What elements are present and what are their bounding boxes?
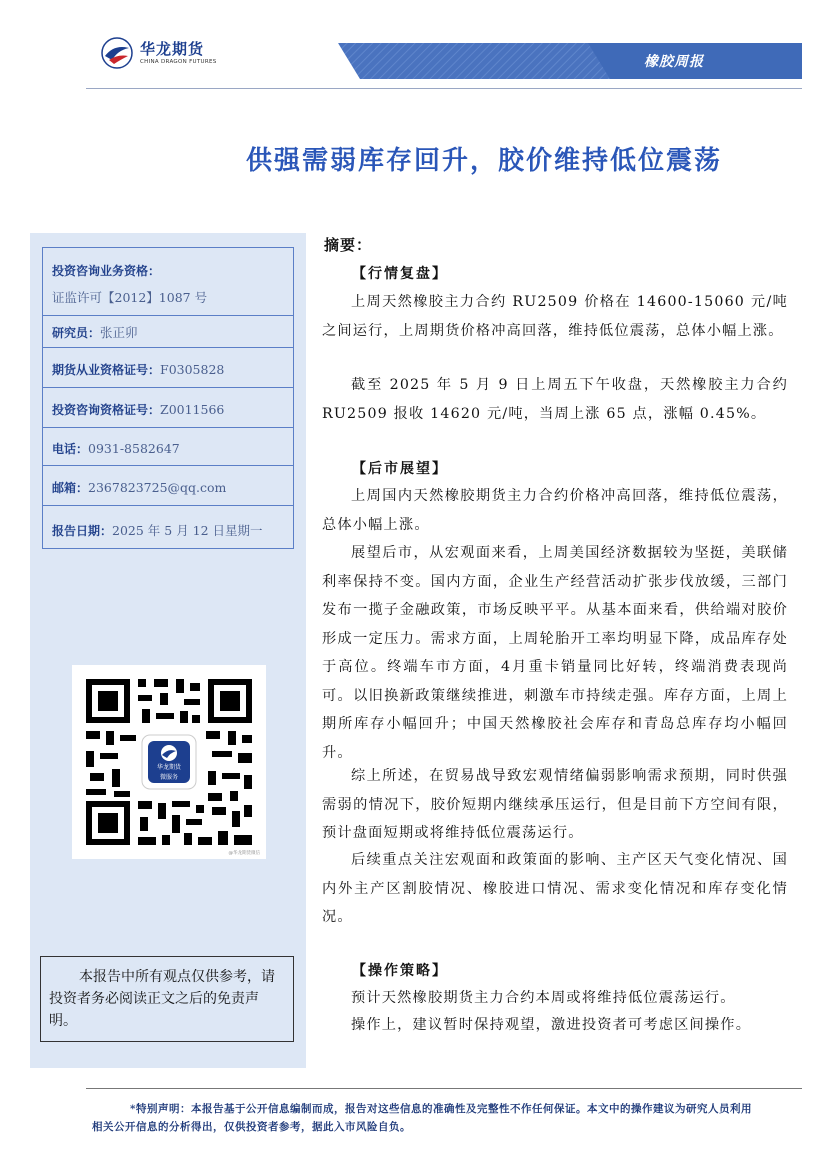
market-review-paragraph: 上周天然橡胶主力合约 RU2509 价格在 14600-15060 元/吨之间运行，上周期货价格冲高回落，维持低位震荡，总体小幅上涨。 xyxy=(322,294,788,339)
report-title: 供强需弱库存回升，胶价维持低位震荡 xyxy=(246,146,723,176)
info-value: F0305828 xyxy=(160,362,225,377)
phone-row xyxy=(43,428,293,466)
strategy-paragraph: 预计天然橡胶期货主力合约本周或将维持低位震荡运行。 xyxy=(351,990,736,1006)
qr-badge-top-text: 华龙期货 xyxy=(156,764,182,771)
info-value: Z0011566 xyxy=(160,402,225,417)
special-statement: *特别声明：本报告基于公开信息编制而成，报告对这些信息的准确性及完整性不作任何保证。本文中的操作建议为研究人员利用相关公开信息的分析得出，仅供投资者参考，据此入市风险自负。 xyxy=(92,1103,752,1133)
outlook-paragraph: 上周国内天然橡胶期货主力合约价格冲高回落，维持低位震荡，总体小幅上涨。 xyxy=(322,488,788,533)
disclaimer-notice: 本报告中所有观点仅供参考，请投资者务必阅读正文之后的免责声明。 xyxy=(40,956,294,1042)
outlook-heading: 【后市展望】 xyxy=(352,461,448,477)
qualification-row xyxy=(43,248,293,286)
info-key: 电话： xyxy=(52,442,89,456)
info-key: 研究员： xyxy=(52,326,101,340)
qr-badge-bottom-text: 微服务 xyxy=(159,774,179,781)
info-key: 期货从业资格证号： xyxy=(52,363,161,377)
strategy-paragraph: 操作上，建议暂时保持观望，激进投资者可考虑区间操作。 xyxy=(351,1017,752,1033)
qr-caption: @华龙期货微信 xyxy=(228,851,260,856)
logo-english-name: CHINA DRAGON FUTURES xyxy=(140,59,217,65)
info-value: 2025 年 5 月 12 日星期一 xyxy=(112,523,263,538)
market-review-heading: 【行情复盘】 xyxy=(352,266,448,282)
futures-cert-row xyxy=(43,348,293,388)
info-value: 证监许可【2012】1087 号 xyxy=(52,290,208,305)
info-value: 0931-8582647 xyxy=(88,441,180,456)
report-date-row xyxy=(43,506,293,549)
market-review-paragraph: 截至 2025 年 5 月 9 日上周五下午收盘，天然橡胶主力合约 RU2509 报收 14620 元/吨，当周上涨 65 点，涨幅 0.45%。 xyxy=(322,377,788,422)
info-key: 投资咨询资格证号： xyxy=(52,403,161,417)
footer-divider xyxy=(86,1088,802,1089)
info-key: 邮箱： xyxy=(52,481,89,495)
email-row xyxy=(43,466,293,506)
header-divider xyxy=(86,88,802,89)
abstract-heading: 摘要： xyxy=(324,236,373,254)
outlook-paragraph: 展望后市，从宏观面来看，上周美国经济数据较为坚挺，美联储利率保持不变。国内方面，企业生产经营活动扩张步伐放缓，三部门发布一揽子金融政策，市场反映平平。从基本面来看，供给端对胶价形成一定压力。需求方面，上周轮胎开工率均明显下降，成品库存处于高位。终端车市方面，4月重卡销量同比好转，终端消费表现尚可。以旧换新政策继续推进，刺激车市持续走强。库存方面，上周上期所库存小幅回升；中国天然橡胶社会库存和青岛总库存均小幅回升。 xyxy=(322,545,788,761)
license-row xyxy=(43,286,293,316)
info-key: 投资咨询业务资格： xyxy=(52,264,161,278)
consulting-cert-row xyxy=(43,388,293,428)
outlook-paragraph: 后续重点关注宏观面和政策面的影响、主产区天气变化情况、国内外主产区割胶情况、橡胶进口情况、需求变化情况和库存变化情况。 xyxy=(322,852,788,925)
outlook-paragraph: 综上所述，在贸易战导致宏观情绪偏弱影响需求预期，同时供强需弱的情况下，胶价短期内继续承压运行，但是目前下方空间有限，预计盘面短期或将维持低位震荡运行。 xyxy=(322,768,788,841)
header-banner xyxy=(338,43,802,79)
researcher-row xyxy=(43,316,293,348)
analyst-info-box xyxy=(42,247,294,549)
company-logo xyxy=(100,34,220,74)
strategy-heading: 【操作策略】 xyxy=(352,963,448,979)
china-dragon-logo-icon xyxy=(100,36,134,70)
info-value: 张正卯 xyxy=(100,325,138,340)
qr-code-icon xyxy=(72,665,266,859)
report-type-label: 橡胶周报 xyxy=(644,54,704,70)
info-value: 2367823725@qq.com xyxy=(88,480,227,495)
info-key: 报告日期： xyxy=(52,524,113,538)
wechat-qr-code[interactable] xyxy=(72,665,266,859)
logo-chinese-name: 华龙期货 xyxy=(140,40,205,58)
